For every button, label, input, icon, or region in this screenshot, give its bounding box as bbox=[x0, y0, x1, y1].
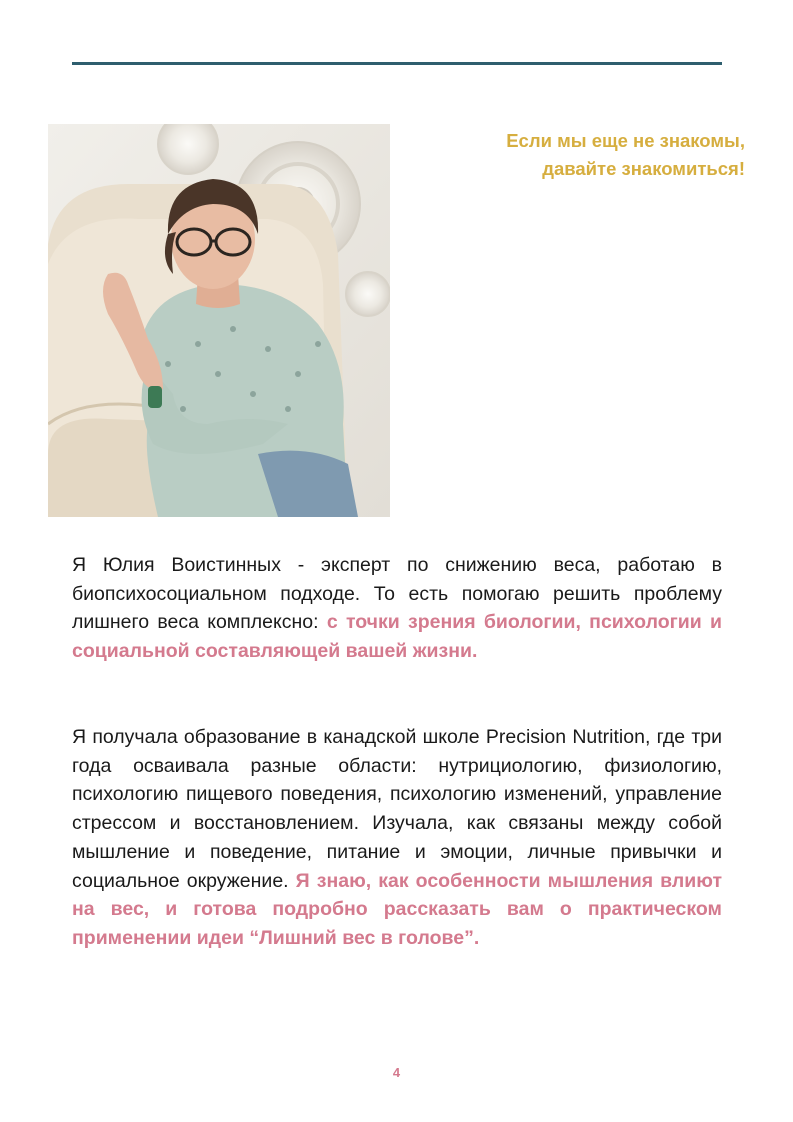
greeting-heading bbox=[415, 127, 745, 183]
intro-highlight: с точки зрения биологии, психологии и социальной составляющей вашей жизни. bbox=[72, 611, 722, 663]
greeting-line-1: Если мы еще не знакомы, bbox=[506, 130, 745, 151]
education-highlight: Я знаю, как особенности мышления влиют на вес, и готова подробно рассказать вам о практическом применении идеи “Лишний вес в голове”. bbox=[72, 869, 722, 949]
header-rule bbox=[72, 62, 722, 65]
page-number: 4 bbox=[392, 1065, 401, 1080]
greeting-line-2: давайте знакомиться! bbox=[542, 158, 745, 179]
education-paragraph bbox=[72, 723, 722, 953]
education-text: Я получала образование в канадской школе Precision Nutrition, где три года осваивала разные области: нутрициологию, физиологию, психологию пищевого поведения, психологию изменений, управление стрессом и восстановлением. Изучала, как связаны между собой мышление и поведение, питание и эмоции, личные привычки и социальное окружение. bbox=[72, 726, 722, 892]
intro-paragraph bbox=[72, 551, 722, 666]
intro-text: Я Юлия Воистинных - эксперт по снижению веса, работаю в биопсихосоциальном подходе. То есть помогаю решить проблему лишнего веса комплексно: bbox=[72, 554, 722, 634]
author-photo bbox=[48, 124, 390, 517]
